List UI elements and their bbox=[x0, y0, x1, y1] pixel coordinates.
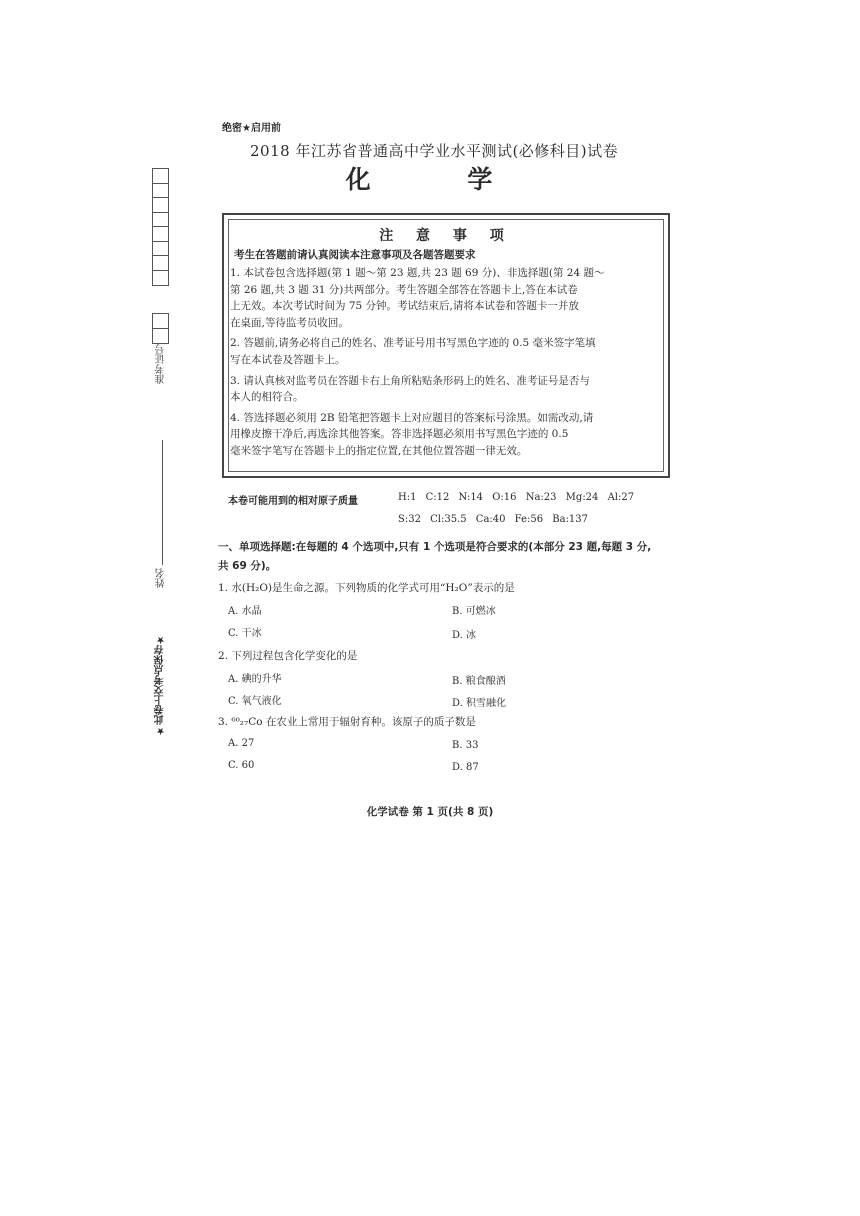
notice-lead: 考生在答题前请认真阅读本注意事项及各题答题要求 bbox=[234, 249, 476, 261]
question-3-option-a: A. 27 bbox=[228, 738, 255, 749]
ticket-digit-box bbox=[153, 169, 168, 184]
notice-line: 3. 请认真核对监考员在答题卡右上角所粘贴条形码上的姓名、准考证号是否与 bbox=[230, 374, 590, 387]
notice-line: 第 26 题,共 3 题 31 分)共两部分。考生答题全部答在答题卡上,答在本试卷 bbox=[230, 283, 578, 296]
question-1-option-a: A. 水晶 bbox=[228, 606, 262, 617]
question-3-option-b: B. 33 bbox=[452, 740, 479, 751]
notice-title: 注 意 事 项 bbox=[379, 228, 513, 244]
ticket-digit-box bbox=[153, 184, 168, 199]
question-3-stem: 3. ⁶⁰₂₇Co 在农业上常用于辐射育种。该原子的质子数是 bbox=[218, 716, 476, 728]
question-2-option-c: C. 氧气液化 bbox=[228, 696, 282, 707]
ticket-digit-box bbox=[153, 271, 168, 286]
atomic-mass-label: 本卷可能用到的相对原子质量 bbox=[228, 496, 358, 507]
ticket-digit-box bbox=[153, 227, 168, 242]
ticket-digit-box bbox=[153, 213, 168, 228]
notice-line: 本人的相符合。 bbox=[230, 391, 304, 404]
section-heading-line: 一、单项选择题:在每题的 4 个选项中,只有 1 个选项是符合要求的(本部分 23 题,每题 3 分, bbox=[218, 541, 652, 553]
question-2-option-d: D. 积雪融化 bbox=[452, 698, 507, 709]
page-footer: 化学试卷 第 1 页(共 8 页) bbox=[366, 806, 494, 818]
notice-line: 毫米签字笔写在答题卡上的指定位置,在其他位置答题一律无效。 bbox=[230, 444, 528, 457]
question-2-option-b: B. 粮食酿酒 bbox=[452, 676, 506, 687]
subject-title: 化 学 bbox=[345, 165, 537, 194]
question-1-option-c: C. 干冰 bbox=[228, 628, 262, 639]
name-underline bbox=[162, 440, 163, 565]
section-heading bbox=[218, 538, 678, 576]
name-label: 姓名 bbox=[156, 568, 167, 588]
ticket-digit-box bbox=[153, 242, 168, 257]
exam-title: 2018 年江苏省普通高中学业水平测试(必修科目)试卷 bbox=[250, 142, 619, 160]
notice-line: 2. 答题前,请务必将自己的姓名、准考证号用书写黑色字迹的 0.5 毫米签字笔填 bbox=[230, 337, 596, 350]
notice-item-1 bbox=[230, 265, 662, 331]
notice-item-2 bbox=[230, 335, 662, 368]
ticket-digit-box bbox=[153, 329, 168, 344]
notice-items bbox=[230, 265, 662, 464]
notice-box bbox=[222, 213, 670, 478]
notice-line: 4. 答选择题必须用 2B 铅笔把答题卡上对应题目的答案标号涂黑。如需改动,请 bbox=[230, 411, 594, 424]
notice-item-3 bbox=[230, 373, 662, 406]
question-1-option-d: D. 冰 bbox=[452, 630, 477, 641]
section-heading-line: 共 69 分)。 bbox=[218, 560, 277, 572]
notice-line: 在桌面,等待监考员收回。 bbox=[230, 316, 349, 329]
notice-line: 1. 本试卷包含选择题(第 1 题～第 23 题,共 23 题 69 分)、非选择题(第 24 题～ bbox=[230, 267, 605, 279]
atomic-mass-row-2: S:32 Cl:35.5 Ca:40 Fe:56 Ba:137 bbox=[398, 514, 589, 525]
question-1-option-b: B. 可燃冰 bbox=[452, 606, 496, 617]
ticket-number-grid-top bbox=[152, 168, 169, 286]
confidential-label: 绝密★启用前 bbox=[222, 123, 281, 134]
notice-line: 上无效。本次考试时间为 75 分钟。考试结束后,请将本试卷和答题卡一并放 bbox=[230, 300, 579, 313]
question-3-option-d: D. 87 bbox=[452, 762, 479, 773]
ticket-number-label: 准考证号 bbox=[156, 344, 167, 384]
question-1-stem: 1. 水(H₂O)是生命之源。下列物质的化学式可用“H₂O”表示的是 bbox=[218, 582, 515, 594]
atomic-mass-row-1: H:1 C:12 N:14 O:16 Na:23 Mg:24 Al:27 bbox=[398, 492, 635, 503]
seal-notice: ★此卷上交考点保存★ bbox=[155, 634, 166, 736]
notice-line: 写在本试卷及答题卡上。 bbox=[230, 353, 346, 366]
ticket-digit-box bbox=[153, 256, 168, 271]
notice-line: 用橡皮擦干净后,再选涂其他答案。答非选择题必须用书写黑色字迹的 0.5 bbox=[230, 428, 569, 441]
ticket-number-grid-bottom bbox=[152, 313, 169, 344]
question-3-option-c: C. 60 bbox=[228, 760, 255, 771]
notice-item-4 bbox=[230, 410, 662, 460]
question-2-stem: 2. 下列过程包含化学变化的是 bbox=[218, 650, 358, 662]
ticket-digit-box bbox=[153, 198, 168, 213]
ticket-digit-box bbox=[153, 314, 168, 329]
question-2-option-a: A. 碘的升华 bbox=[228, 674, 282, 685]
